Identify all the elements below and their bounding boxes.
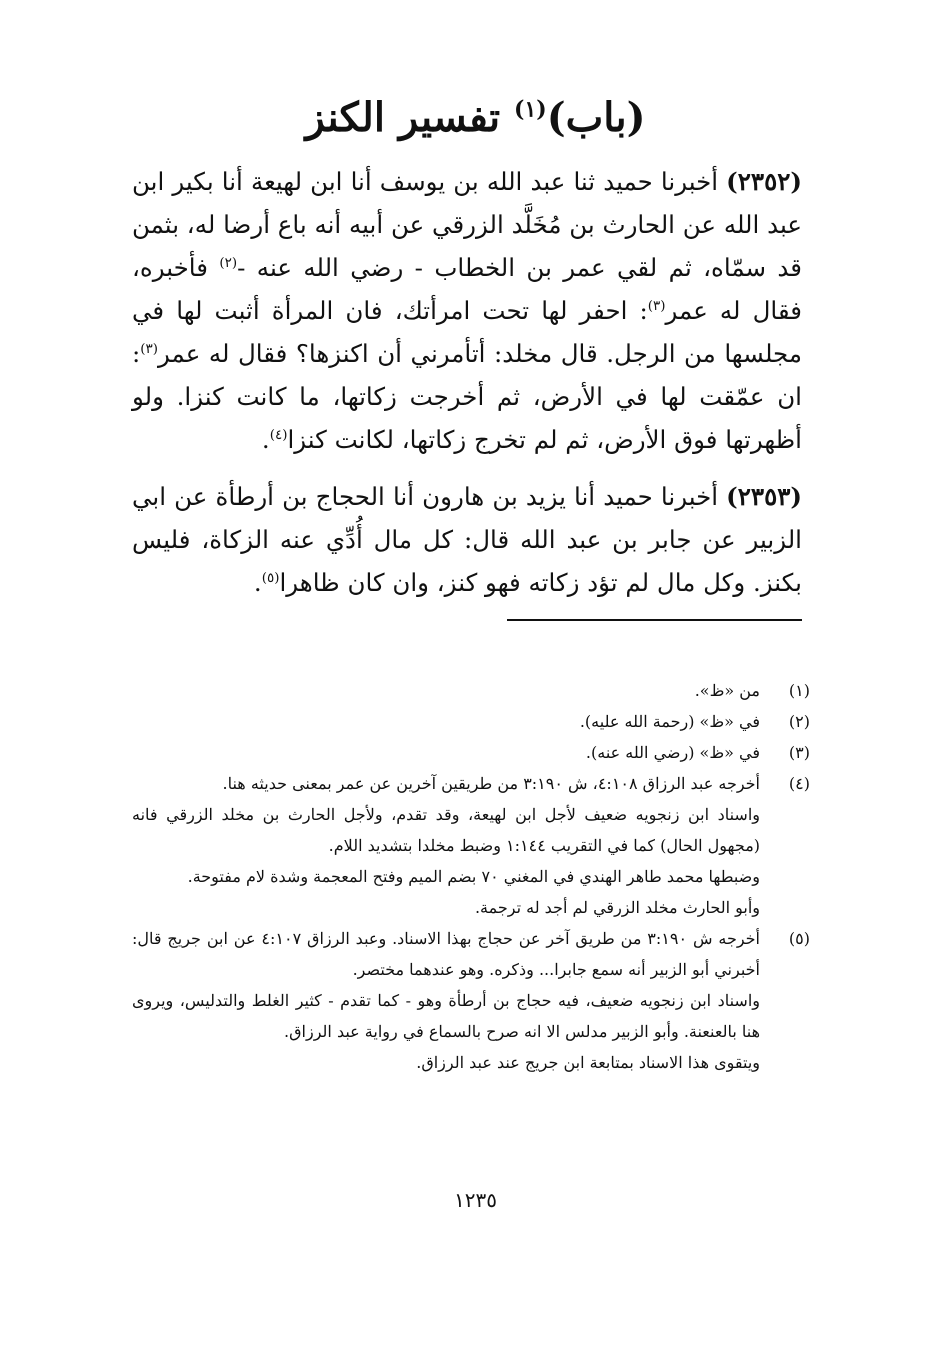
footnote-line: وأبو الحارث مخلد الزرقي لم أجد له ترجمة. [474, 898, 760, 917]
footnote-line: أخرجه عبد الرزاق ٤:١٠٨، ش ٣:١٩٠ من طريقين آخرين عن عمر بمعنى حديثه هنا. [222, 774, 760, 793]
footnote-line: واسناد ابن زنجويه ضعيف، فيه حجاج بن أرطأة وهو - كما تقدم - كثير الغلط والتدليس، ويروى هنا بالعنعنة. وأبو الزبير مدلس الا انه صرح بالسماع في رواية عبد الرزاق. [132, 991, 760, 1041]
chapter-title [0, 88, 951, 148]
hadith-text: أخبرنا حميد ثنا عبد الله بن يوسف أنا ابن لهيعة أنا بكير ابن عبد الله عن الحارث بن مُخَلَّد الزرقي عن أبيه أنه باع أرضا له، بثمن قد سمّاه، ثم لقي عمر بن الخطاب - رضي الله عنه - [131, 167, 803, 282]
footnote-body [132, 768, 760, 923]
hadith-text: أخبرنا حميد أنا يزيد بن هارون أنا الحجاج بن أرطأة عن ابي الزبير عن جابر بن عبد الله قال: كل مال أُدِّي عنه الزكاة، فليس بكنز. وكل مال لم تؤد زكاته فهو كنز، وان كان ظاهرا [132, 482, 802, 597]
footnote-line: في «ظ» (رضي الله عنه). [585, 743, 760, 762]
footnote-divider [507, 619, 802, 621]
footnote-number: (١) [788, 681, 810, 700]
footnote-ref: (٢) [219, 254, 238, 271]
footnote-line: ويتقوى هذا الاسناد بمتابعة ابن جريج عند عبد الرزاق. [416, 1053, 760, 1072]
footnote-ref: (٣) [140, 340, 159, 357]
footnote-2 [132, 706, 810, 737]
footnote-line: أخرجه ش ٣:١٩٠ من طريق آخر عن حجاج بهذا الاسناد. وعبد الرزاق ٤:١٠٧ عن ابن جريج قال: أخبرني أبو الزبير أنه سمع جابرا... وذكره. وهو عندهما مختصر. [132, 929, 761, 979]
footnote-4 [132, 768, 810, 923]
footnote-number: (٢) [788, 712, 810, 731]
title-footnote-ref: (١) [514, 96, 547, 123]
footnote-number: (٥) [788, 929, 810, 948]
title-text: تفسير الكنز [305, 94, 515, 141]
footnote-ref: (٤) [269, 426, 288, 443]
hadith-text: : ان عمّقت لها في الأرض، ثم أخرجت زكاتها، ما كانت كنزا. ولو أظهرتها فوق الأرض، ثم لم تخرج زكاتها، لكانت كنزا [132, 339, 802, 454]
footnote-body [132, 737, 760, 768]
footnotes [132, 675, 810, 1078]
footnote-line: في «ظ» (رحمة الله عليه). [579, 712, 760, 731]
title-bab: (باب) [546, 94, 646, 141]
hadith-2353 [132, 475, 802, 604]
footnote-3 [132, 737, 810, 768]
footnote-line: من «ظ». [694, 681, 760, 700]
footnote-body [132, 706, 760, 737]
hadith-text: . [261, 425, 270, 454]
hadith-2352 [132, 160, 802, 461]
hadith-number: (٢٣٥٣) [726, 482, 802, 511]
footnote-line: واسناد ابن زنجويه ضعيف لأجل ابن لهيعة، وقد تقدم، ولأجل الحارث بن مخلد الزرقي فانه (مجهول الحال) كما في التقريب ١:١٤٤ وضبط مخلدا بتشديد اللام. [132, 805, 760, 855]
footnote-number: (٣) [788, 743, 810, 762]
hadith-text: . [253, 568, 262, 597]
hadith-text: : احفر لها تحت امرأتك، فان المرأة أثبت لها في مجلسها من الرجل. قال مخلد: أتأمرني أن اكنزها؟ فقال له عمر [132, 296, 802, 368]
footnote-5 [132, 923, 810, 1078]
footnote-ref: (٣) [647, 297, 666, 314]
footnote-1 [132, 675, 810, 706]
hadith-number: (٢٣٥٢) [726, 167, 802, 196]
main-text [132, 160, 802, 618]
page-number: ١٢٣٥ [454, 1188, 497, 1212]
hadith-text: فأخبره، فقال له عمر [132, 253, 802, 325]
footnote-ref: (٥) [261, 569, 280, 586]
footnote-number: (٤) [788, 774, 810, 793]
footnote-body [132, 675, 760, 706]
footnote-body [132, 923, 760, 1078]
footnote-line: وضبطها محمد طاهر الهندي في المغني ٧٠ بضم الميم وفتح المعجمة وشدة لام مفتوحة. [187, 867, 760, 886]
